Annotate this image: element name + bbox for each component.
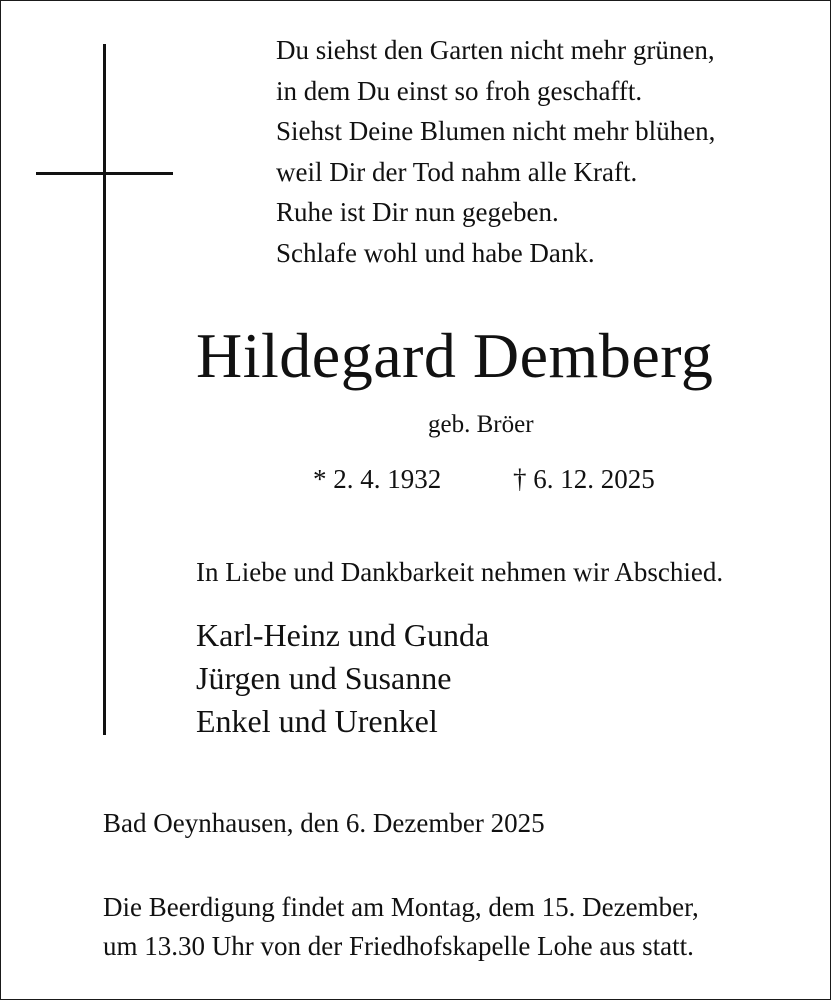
funeral-info [103, 888, 699, 965]
birth-date: * 2. 4. 1932 [313, 464, 442, 494]
poem-line: Ruhe ist Dir nun gegeben. [276, 197, 559, 227]
deceased-name: Hildegard Demberg [196, 320, 714, 391]
poem-line: Du siehst den Garten nicht mehr grünen, [276, 35, 715, 65]
poem-line: in dem Du einst so froh geschafft. [276, 75, 643, 106]
cross-icon-vertical-bar [103, 44, 106, 735]
maiden-name: geb. Bröer [428, 411, 534, 438]
mourners-list [196, 614, 489, 743]
farewell-text: In Liebe und Dankbarkeit nehmen wir Abschied. [196, 557, 724, 587]
poem-line: Schlafe wohl und habe Dank. [276, 237, 595, 268]
funeral-line: um 13.30 Uhr von der Friedhofskapelle Lohe aus statt. [103, 930, 694, 961]
funeral-line: Die Beerdigung findet am Montag, dem 15. Dezember, [103, 892, 699, 922]
poem [276, 30, 816, 273]
poem-line: Siehst Deine Blumen nicht mehr blühen, [276, 116, 716, 146]
cross-icon-horizontal-bar [36, 172, 173, 175]
mourner-item: Enkel und Urenkel [196, 703, 438, 739]
death-date: † 6. 12. 2025 [513, 464, 655, 494]
poem-line: weil Dir der Tod nahm alle Kraft. [276, 156, 638, 187]
mourner-item: Jürgen und Susanne [196, 660, 452, 696]
mourner-item: Karl-Heinz und Gunda [196, 617, 490, 653]
place-date: Bad Oeynhausen, den 6. Dezember 2025 [103, 808, 545, 838]
